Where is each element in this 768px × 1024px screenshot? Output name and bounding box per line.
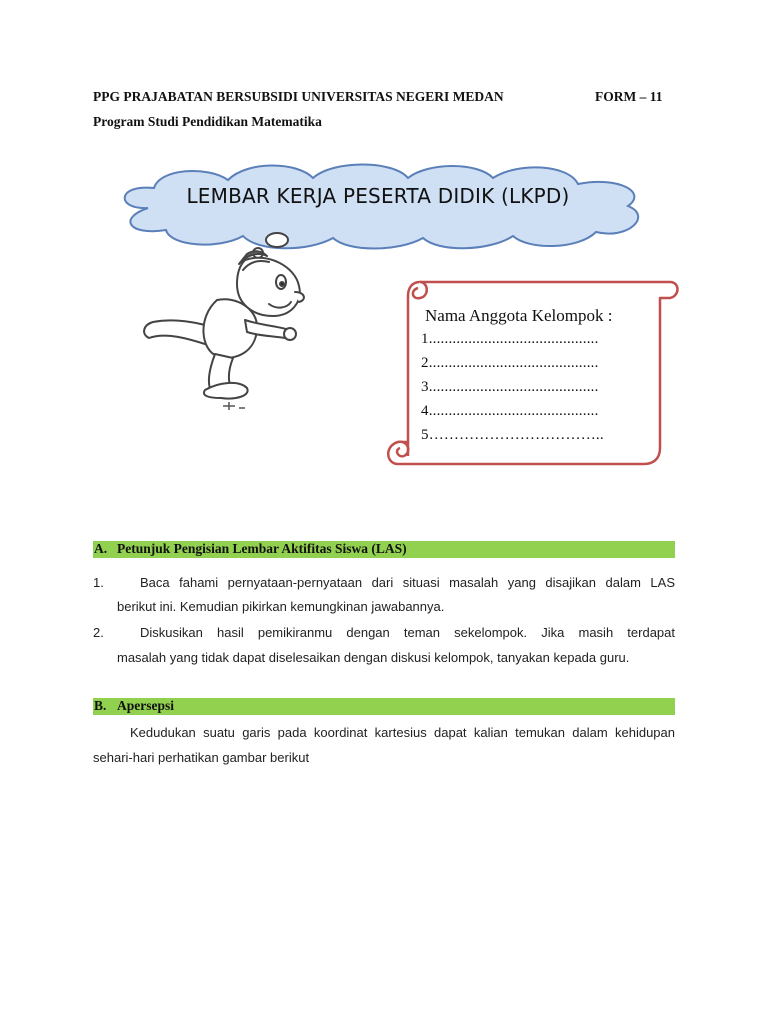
running-boy-illustration (135, 230, 335, 415)
apersepsi-line-2: sehari-hari perhatikan gambar berikut (93, 750, 310, 765)
form-number: FORM – 11 (595, 89, 663, 104)
section-b-letter: B. (94, 698, 107, 713)
document-title: LEMBAR KERJA PESERTA DIDIK (LKPD) (186, 184, 570, 208)
member-line-3[interactable]: 3........................................... (421, 379, 599, 395)
group-members-label: Nama Anggota Kelompok : (425, 306, 613, 325)
item-1-line-2: berikut ini. Kemudian pikirkan kemungkinan jawabannya. (117, 599, 445, 614)
apersepsi-line-1: Kedudukan suatu garis pada koordinat kartesius dapat kalian temukan dalam kehidupan (130, 725, 675, 740)
member-line-2[interactable]: 2........................................... (421, 355, 599, 371)
item-2-line-1: Diskusikan hasil pemikiranmu dengan teman sekelompok. Jika masih terdapat (140, 625, 675, 640)
section-a-title: Petunjuk Pengisian Lembar Aktifitas Siswa (LAS) (117, 541, 407, 556)
item-2-number: 2. (93, 625, 104, 640)
section-b-heading-bar (93, 698, 675, 715)
institution-header: PPG PRAJABATAN BERSUBSIDI UNIVERSITAS NEGERI MEDAN (93, 89, 504, 104)
item-1-number: 1. (93, 575, 104, 590)
member-line-4[interactable]: 4........................................... (421, 403, 599, 419)
member-line-5[interactable]: 5…………………………….. (421, 427, 604, 443)
item-1-line-1: Baca fahami pernyataan-pernyataan dari situasi masalah yang disajikan dalam LAS (140, 575, 675, 590)
item-2-line-2: masalah yang tidak dapat diselesaikan dengan diskusi kelompok, tanyakan kepada guru. (117, 650, 630, 665)
section-b-title: Apersepsi (117, 698, 174, 713)
section-a-letter: A. (94, 541, 108, 556)
program-name: Program Studi Pendidikan Matematika (93, 114, 322, 129)
member-line-1[interactable]: 1........................................... (421, 331, 599, 347)
